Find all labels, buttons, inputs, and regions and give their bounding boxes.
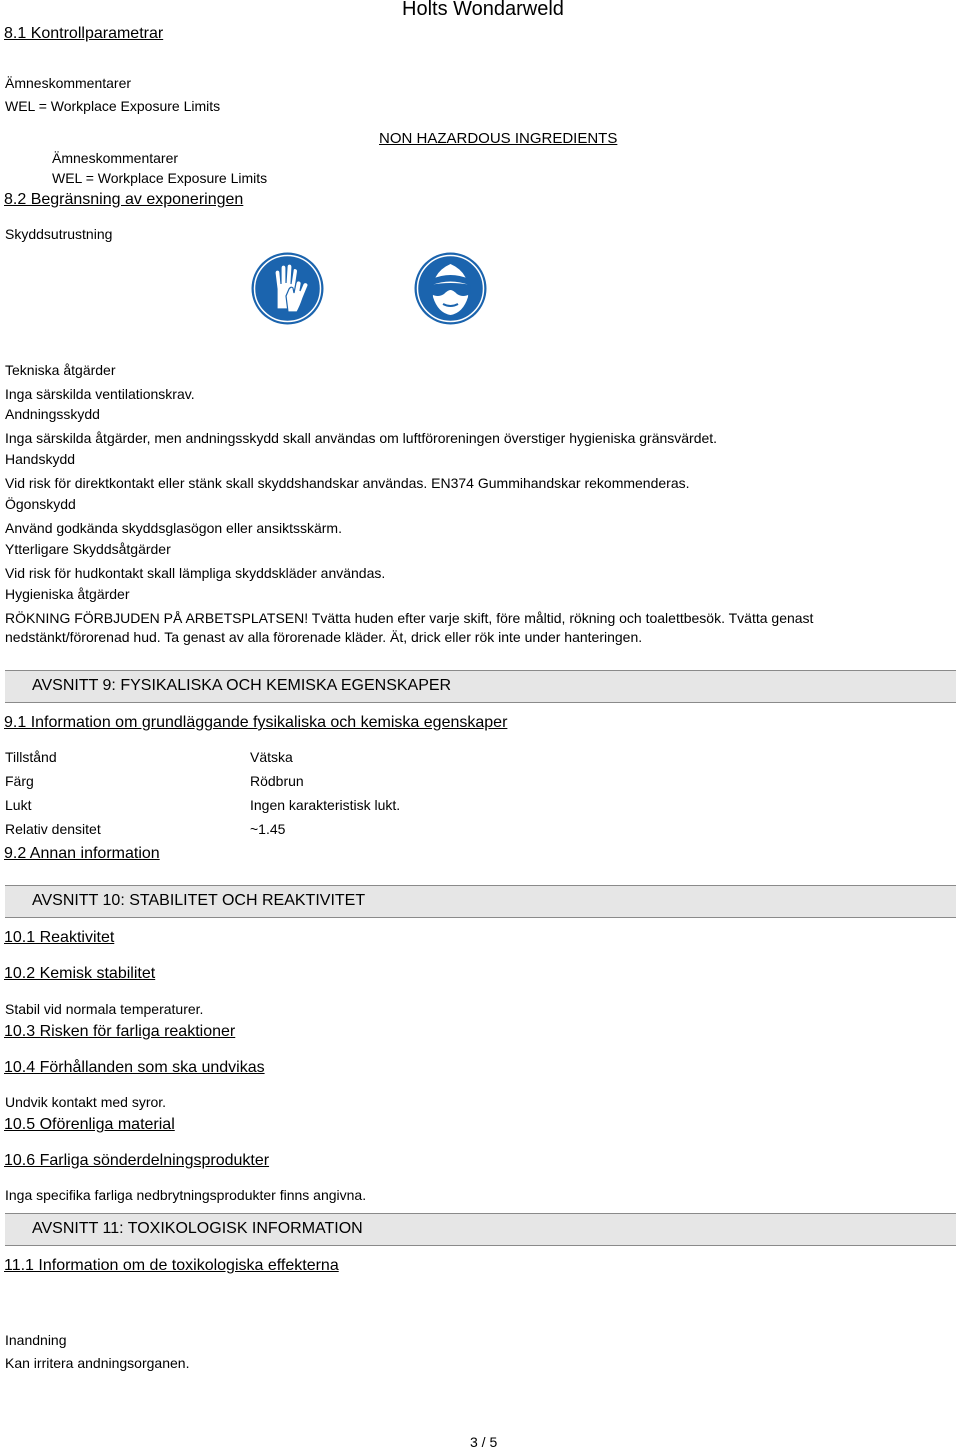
section-9-1-heading: 9.1 Information om grundläggande fysikaliska och kemiska egenskaper <box>4 714 508 731</box>
section-10-title: AVSNITT 10: STABILITET OCH REAKTIVITET <box>32 892 366 909</box>
inhalation-label: Inandning <box>5 1332 67 1348</box>
property-value: Vätska <box>250 749 293 765</box>
property-label: Tillstånd <box>5 749 57 765</box>
section-10-6-heading: 10.6 Farliga sönderdelningsprodukter <box>4 1152 270 1169</box>
section-11-title: AVSNITT 11: TOXIKOLOGISK INFORMATION <box>32 1220 363 1237</box>
section-8-2-heading: 8.2 Begränsning av exponeringen <box>4 191 244 208</box>
property-label: Lukt <box>5 797 32 813</box>
property-label: Färg <box>5 773 34 789</box>
additional-protection-label: Ytterligare Skyddsåtgärder <box>5 541 171 557</box>
property-value: Rödbrun <box>250 773 304 789</box>
stability-text: Stabil vid normala temperaturer. <box>5 1001 204 1017</box>
hand-protection-label: Handskydd <box>5 451 76 467</box>
section-9-title: AVSNITT 9: FYSIKALISKA OCH KEMISKA EGENSKAPER <box>32 677 452 694</box>
section-11-bar <box>5 1213 956 1246</box>
section-10-1-heading: 10.1 Reaktivitet <box>4 929 115 946</box>
goggles-icon <box>413 251 488 326</box>
technical-measures-label: Tekniska åtgärder <box>5 362 116 378</box>
eye-protection-text: Använd godkända skyddsglasögon eller ansiktsskärm. <box>5 520 342 536</box>
section-10-5-heading: 10.5 Oförenliga material <box>4 1116 175 1133</box>
section-10-bar <box>5 885 956 918</box>
substance-comment-label: Ämneskommentarer <box>5 75 132 91</box>
product-name: Holts Wondarweld <box>402 0 564 20</box>
property-value: Ingen karakteristisk lukt. <box>250 797 401 813</box>
section-8-1-heading: 8.1 Kontrollparametrar <box>4 25 164 42</box>
property-value: ~1.45 <box>250 821 286 837</box>
property-label: Relativ densitet <box>5 821 101 837</box>
wel-definition-2: WEL = Workplace Exposure Limits <box>52 170 268 186</box>
section-10-4-heading: 10.4 Förhållanden som ska undvikas <box>4 1059 265 1076</box>
section-9-2-heading: 9.2 Annan information <box>4 845 160 862</box>
conditions-to-avoid-text: Undvik kontakt med syror. <box>5 1094 167 1110</box>
page-number: 3 / 5 <box>470 1434 498 1450</box>
eye-protection-label: Ögonskydd <box>5 496 76 512</box>
non-hazardous-heading: NON HAZARDOUS INGREDIENTS <box>379 130 618 147</box>
decomposition-products-text: Inga specifika farliga nedbrytningsprodukter finns angivna. <box>5 1187 367 1203</box>
section-11-1-heading: 11.1 Information om de toxikologiska effekterna <box>4 1257 339 1274</box>
hygiene-measures-label: Hygieniska åtgärder <box>5 586 130 602</box>
inhalation-text: Kan irritera andningsorganen. <box>5 1355 190 1371</box>
respiratory-protection-label: Andningsskydd <box>5 406 100 422</box>
respiratory-protection-text: Inga särskilda åtgärder, men andningsskydd skall användas om luftföroreningen överstiger hygieniska gränsvärdet. <box>5 430 718 446</box>
section-9-bar <box>5 670 956 703</box>
section-10-2-heading: 10.2 Kemisk stabilitet <box>4 965 156 982</box>
hygiene-measures-text-2: nedstänkt/förorenad hud. Ta genast av alla förorenade kläder. Ät, drick eller rök inte under hanteringen. <box>5 629 643 645</box>
substance-comment-label-2: Ämneskommentarer <box>52 150 179 166</box>
gloves-icon <box>250 251 325 326</box>
wel-definition: WEL = Workplace Exposure Limits <box>5 98 221 114</box>
technical-measures-text: Inga särskilda ventilationskrav. <box>5 386 195 402</box>
section-10-3-heading: 10.3 Risken för farliga reaktioner <box>4 1023 236 1040</box>
protective-equipment-label: Skyddsutrustning <box>5 226 113 242</box>
hand-protection-text: Vid risk för direktkontakt eller stänk skall skyddshandskar användas. EN374 Gummihandskar rekommenderas. <box>5 475 690 491</box>
hygiene-measures-text-1: RÖKNING FÖRBJUDEN PÅ ARBETSPLATSEN! Tvätta huden efter varje skift, före måltid, rökning och toalettbesök. Tvätta genast <box>5 610 814 626</box>
additional-protection-text: Vid risk för hudkontakt skall lämpliga skyddskläder användas. <box>5 565 386 581</box>
